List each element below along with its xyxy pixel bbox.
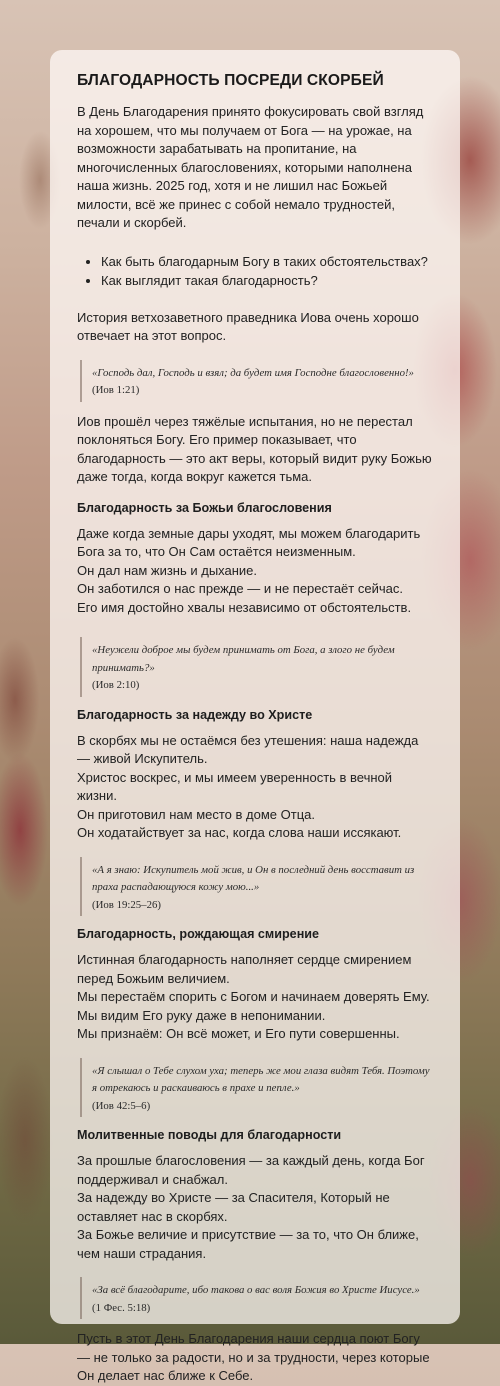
quote-reference: (Иов 42:5–6) [92, 1099, 151, 1112]
section-line: Он ходатайствует за нас, когда слова наши иссякают. [77, 825, 402, 840]
scripture-quote [80, 360, 434, 402]
quote-text: «Господь дал, Господь и взял; да будет имя Господне благословенно!» [92, 366, 414, 379]
section-line: Он приготовил нам место в доме Отца. [77, 806, 315, 822]
question-list [77, 252, 434, 290]
quote-reference: (Иов 2:10) [92, 679, 140, 691]
section-line: Его имя достойно хвалы независимо от обстоятельств. [77, 599, 412, 615]
section-line: За Божье величие и присутствие — за то, что Он ближе, чем наши страдания. [77, 1227, 419, 1261]
scripture-quote [80, 1277, 434, 1319]
intro-paragraph: В День Благодарения принято фокусировать свой взгляд на хорошем, что мы получаем от Бога — на урожае, на возможности зарабатывать на пропитание, на многочисленных благословениях, которыми наполнена наша жизнь. 2025 год, хотя и не лишил нас Божьей милости, всё же принес с собой немало трудностей, печали и скорбей. [77, 104, 424, 230]
section-heading: Благодарность за надежду во Христе [77, 707, 313, 722]
section-line: Мы перестаём спорить с Богом и начинаем доверять Ему. [77, 989, 430, 1004]
scripture-quote [80, 857, 434, 917]
section-body [77, 951, 434, 1044]
quote-text: «Я слышал о Тебе слухом уха; теперь же мои глаза видят Тебя. Поэтому я отрекаюсь и раскаиваюсь в прахе и пепле.» [92, 1064, 430, 1094]
section-body [77, 732, 434, 843]
section-heading: Благодарность за Божьи благословения [77, 500, 332, 515]
quote-text: «За всё благодарите, ибо такова о вас воля Божия во Христе Иисусе.» [92, 1284, 420, 1296]
section-heading: Молитвенные поводы для благодарности [77, 1128, 342, 1142]
section-line: Христос воскрес, и мы имеем уверенность в вечной жизни. [77, 769, 393, 803]
section-line: Истинная благодарность наполняет сердце смирением перед Божьим величием. [77, 952, 412, 986]
section-line: За надежду во Христе — за Спасителя, Который не оставляет нас в скорбях. [77, 1190, 390, 1224]
scripture-quote [80, 1058, 434, 1118]
section-body [77, 1152, 434, 1263]
quote-reference: (Иов 1:21) [92, 384, 140, 396]
section-line: Он заботился о нас прежде — и не перестаёт сейчас. [77, 581, 403, 596]
article-title: БЛАГОДАРНОСТЬ ПОСРЕДИ СКОРБЕЙ [77, 72, 384, 89]
job-summary-paragraph: Иов прошёл через тяжёлые испытания, но не перестал поклоняться Богу. Его пример показывает, что благодарность — это акт веры, который видит руку Божью даже тогда, когда вокруг кажется тьма. [77, 413, 432, 484]
quote-reference: (Иов 19:25–26) [92, 898, 161, 911]
section-heading: Благодарность, рождающая смирение [77, 927, 320, 941]
closing-paragraph: Пусть в этот День Благодарения наши сердца поют Богу — не только за радости, но и за трудности, через которые Он делает нас ближе к Себе. [77, 1331, 430, 1383]
quote-reference: (1 Фес. 5:18) [92, 1301, 151, 1314]
section-line: Даже когда земные дары уходят, мы можем благодарить Бога за то, что Он Сам остаётся неизменным. [77, 525, 421, 559]
article-card [50, 50, 460, 1383]
section-line: За прошлые благословения — за каждый день, когда Бог поддерживал и снабжал. [77, 1153, 425, 1187]
scripture-quote [80, 637, 434, 697]
quote-text: «Неужели доброе мы будем принимать от Бога, а злого не будем принимать?» [92, 644, 395, 674]
section-line: Мы видим Его руку даже в непонимании. [77, 1007, 326, 1023]
job-intro-paragraph: История ветхозаветного праведника Иова очень хорошо отвечает на этот вопрос. [77, 309, 419, 343]
section-body [77, 525, 434, 618]
section-line: Он дал нам жизнь и дыхание. [77, 562, 258, 578]
question-item: • Как быть благодарным Богу в таких обстоятельствах? [101, 252, 434, 271]
question-item: • Как выглядит такая благодарность? [101, 271, 434, 290]
section-line: В скорбях мы не остаёмся без утешения: наша надежда — живой Искупитель. [77, 732, 419, 766]
quote-text: «А я знаю: Искупитель мой жив, и Он в последний день восставит из праха распадающуюся кожу мою...» [92, 863, 415, 893]
section-line: Мы признаём: Он всё может, и Его пути совершенны. [77, 1026, 400, 1041]
